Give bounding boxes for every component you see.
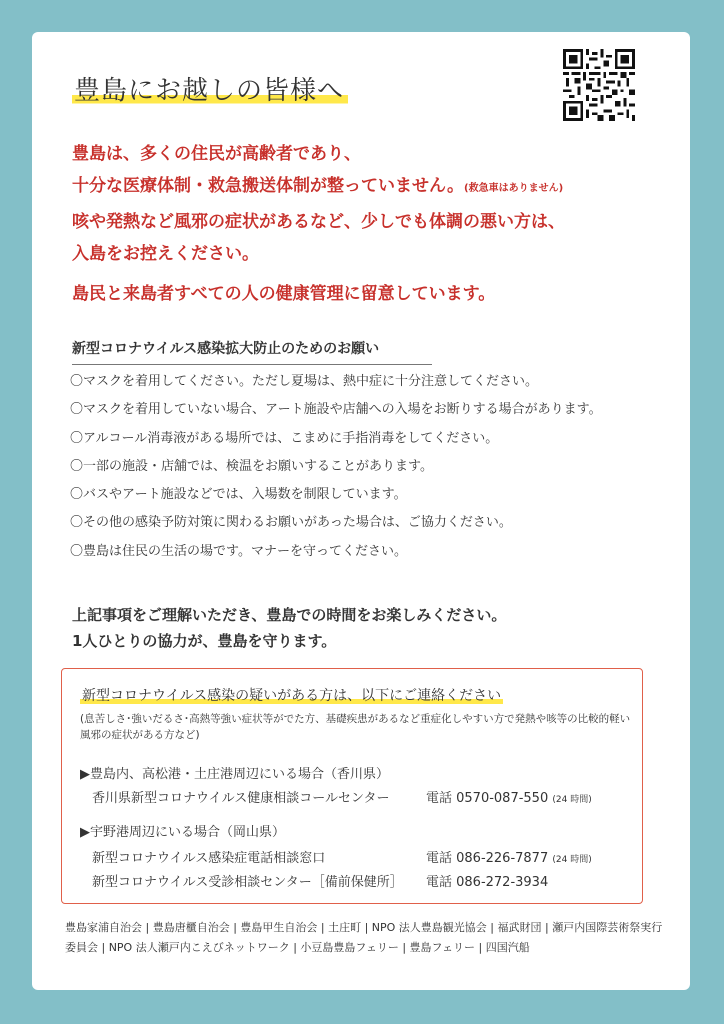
contact-title: 新型コロナウイルス感染の疑いがある方は、以下にご連絡ください bbox=[80, 685, 503, 705]
okayama-phone-1-number[interactable]: 電話 086-226-7877 bbox=[426, 851, 549, 866]
list-item: 〇一部の施設・店舗では、検温をお願いすることがあります。 bbox=[70, 458, 433, 474]
contact-note: (息苦しさ･強いだるさ･高熱等強い症状等がでた方、基礎疾患があるなど重症化しやすい方で発熱や咳等の比較的軽い風邪の症状がある方など) bbox=[80, 713, 631, 741]
kagawa-hours: (24 時間) bbox=[552, 795, 592, 805]
kagawa-region: ▶豊島内、高松港・土庄港周辺にいる場合（香川県） bbox=[80, 767, 389, 782]
ambulance-note: (救急車はありません) bbox=[464, 183, 564, 194]
kagawa-phone[interactable] bbox=[426, 787, 592, 806]
warning-line-2 bbox=[72, 176, 563, 199]
list-item: 〇マスクを着用してください。ただし夏場は、熱中症に十分注意してください。 bbox=[70, 374, 539, 389]
warning-line-5: 島民と来島者すべての人の健康管理に留意しています。 bbox=[72, 284, 496, 304]
list-item: 〇バスやアート施設などでは、入場数を制限しています。 bbox=[70, 487, 407, 503]
okayama-phone-2[interactable]: 電話 086-272-3934 bbox=[426, 875, 549, 890]
warning-line-2-text: 十分な医療体制・救急搬送体制が整っていません。 bbox=[72, 176, 465, 196]
qr-code[interactable] bbox=[563, 49, 635, 121]
okayama-phone-1[interactable] bbox=[426, 847, 592, 866]
warning-line-4: 入島をお控えください。 bbox=[72, 244, 259, 264]
list-item: 〇アルコール消毒液がある場所では、こまめに手指消毒をしてください。 bbox=[70, 430, 499, 446]
contact-box bbox=[61, 668, 643, 904]
summary-line-2: 1人ひとりの協力が、豊島を守ります。 bbox=[72, 632, 337, 650]
okayama-center-1: 新型コロナウイルス感染症電話相談窓口 bbox=[92, 851, 326, 866]
sponsor-footer: 豊島家浦自治会 | 豊島唐櫃自治会 | 豊島甲生自治会 | 土庄町 | NPO 法人豊島観光協会 | 福武財団 | 瀬戸内国際芸術祭実行委員会 | NPO 法人瀬戸内こえびネットワーク | 小豆島豊島フェリー | 豊島フェリー | 四国汽船 bbox=[65, 921, 663, 954]
page-title: 豊島にお越しの皆様へ bbox=[72, 70, 348, 109]
request-heading: 新型コロナウイルス感染拡大防止のためのお願い bbox=[72, 338, 432, 365]
kagawa-center: 香川県新型コロナウイルス健康相談コールセンター bbox=[92, 791, 390, 806]
list-item: 〇その他の感染予防対策に関わるお願いがあった場合は、ご協力ください。 bbox=[70, 515, 512, 531]
warning-line-3: 咳や発熱など風邪の症状があるなど、少しでも体調の悪い方は、 bbox=[72, 212, 565, 232]
list-item: 〇豊島は住民の生活の場です。マナーを守ってください。 bbox=[70, 543, 407, 559]
notice-card bbox=[32, 32, 690, 990]
request-list bbox=[70, 372, 602, 570]
summary bbox=[72, 602, 506, 654]
okayama-center-2: 新型コロナウイルス受診相談センター［備前保健所］ bbox=[92, 875, 403, 890]
okayama-hours-1: (24 時間) bbox=[552, 855, 592, 865]
list-item: 〇マスクを着用していない場合、アート施設や店舗への入場をお断りする場合があります。 bbox=[70, 402, 602, 418]
kagawa-phone-number[interactable]: 電話 0570-087-550 bbox=[426, 791, 549, 806]
okayama-region: ▶宇野港周辺にいる場合（岡山県） bbox=[80, 825, 285, 840]
warning-line-1: 豊島は、多くの住民が高齢者であり、 bbox=[72, 144, 361, 164]
summary-line-1: 上記事項をご理解いただき、豊島での時間をお楽しみください。 bbox=[72, 606, 507, 624]
